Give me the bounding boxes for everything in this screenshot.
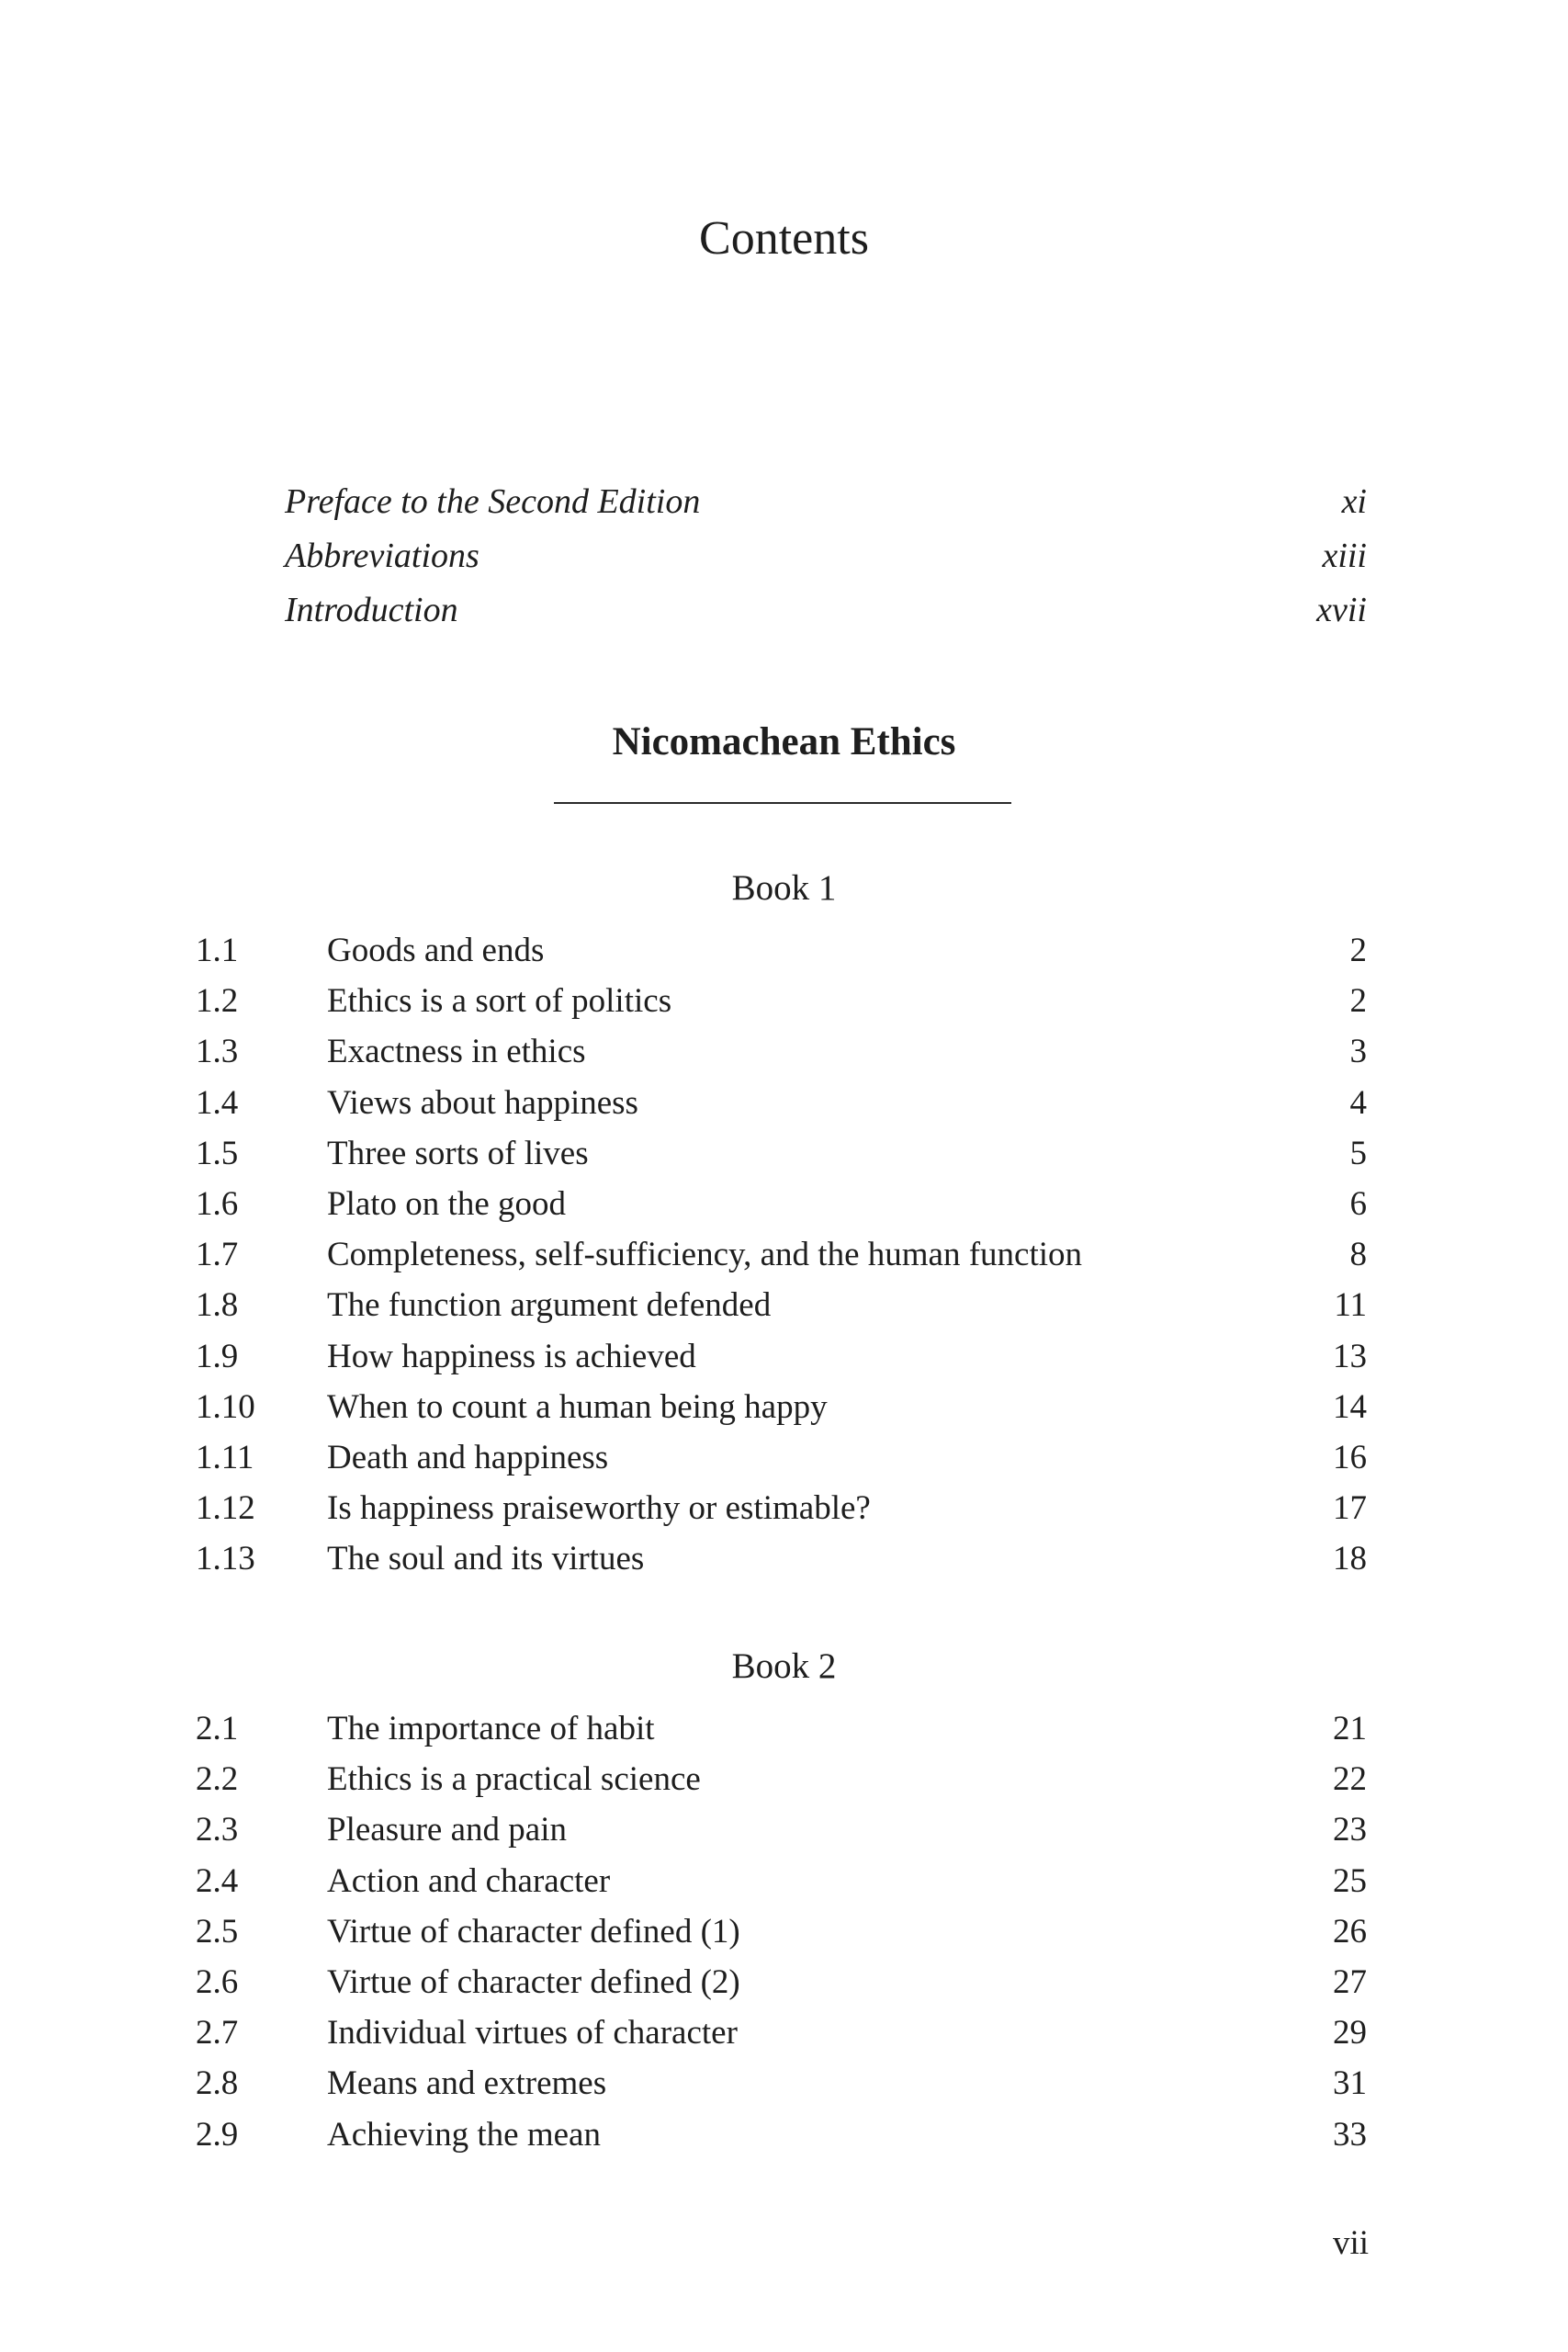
part-title-rule [554, 802, 1011, 804]
toc-list [0, 925, 1568, 1584]
toc-entry[interactable] [0, 925, 1568, 976]
section-number: 1.13 [196, 1540, 255, 1578]
section-title: Plato on the good [327, 1184, 567, 1223]
toc-entry[interactable] [0, 1179, 1568, 1229]
page-number: 26 [1333, 1912, 1367, 1951]
toc-entry[interactable] [0, 1483, 1568, 1533]
book-title: Book 2 [731, 1646, 837, 1686]
front-matter-item[interactable] [285, 583, 1367, 638]
page-number: 6 [1349, 1184, 1367, 1223]
toc-entry[interactable] [0, 1280, 1568, 1330]
front-matter-list [285, 475, 1367, 638]
page-number: 22 [1333, 1760, 1367, 1799]
page-number: 27 [1333, 1962, 1367, 2001]
page-number: 13 [1333, 1337, 1367, 1375]
toc-entry[interactable] [0, 1957, 1568, 2007]
page-number: 3 [1349, 1033, 1367, 1071]
front-matter-page: xi [1341, 482, 1367, 521]
section-number: 1.6 [196, 1184, 239, 1223]
section-title: Pleasure and pain [327, 1811, 567, 1849]
section-title: Ethics is a sort of politics [327, 982, 672, 1021]
section-title: The soul and its virtues [327, 1540, 645, 1578]
section-number: 2.9 [196, 2115, 239, 2154]
page-number: 18 [1333, 1540, 1367, 1578]
book-title: Book 1 [731, 868, 837, 908]
section-title: Three sorts of lives [327, 1134, 589, 1172]
section-title: Goods and ends [327, 932, 545, 969]
front-matter-label: Introduction [285, 591, 458, 629]
page-number: 8 [1349, 1236, 1367, 1274]
toc-entry[interactable] [0, 2109, 1568, 2160]
section-title: The importance of habit [327, 1710, 655, 1747]
section-number: 1.9 [196, 1337, 239, 1375]
toc-entry[interactable] [0, 1128, 1568, 1179]
toc-entry[interactable] [0, 1856, 1568, 1906]
section-number: 1.5 [196, 1134, 239, 1172]
toc-list [0, 1703, 1568, 2160]
section-number: 2.2 [196, 1760, 239, 1799]
front-matter-page: xiii [1322, 537, 1367, 575]
front-matter-label: Preface to the Second Edition [285, 482, 701, 521]
section-number: 1.10 [196, 1387, 255, 1426]
section-number: 2.5 [196, 1912, 239, 1951]
toc-entry[interactable] [0, 1703, 1568, 1754]
page-number: 4 [1349, 1083, 1367, 1122]
page-number: 2 [1349, 982, 1367, 1021]
section-title: Ethics is a practical science [327, 1760, 701, 1799]
section-title: Completeness, self-sufficiency, and the human function [327, 1236, 1083, 1274]
section-title: Virtue of character defined (1) [327, 1912, 740, 1951]
page-number: 29 [1333, 2014, 1367, 2052]
page-number: 2 [1349, 932, 1367, 969]
section-number: 1.11 [196, 1438, 254, 1476]
front-matter-item[interactable] [285, 475, 1367, 529]
section-number: 2.4 [196, 1861, 239, 1900]
front-matter-item[interactable] [285, 529, 1367, 583]
page-number: 31 [1333, 2064, 1367, 2103]
section-title: Means and extremes [327, 2064, 607, 2103]
toc-entry[interactable] [0, 1026, 1568, 1077]
page-number: 23 [1333, 1811, 1367, 1849]
page-title: Contents [699, 212, 869, 265]
toc-entry[interactable] [0, 1078, 1568, 1128]
section-number: 1.3 [196, 1033, 239, 1071]
front-matter-label: Abbreviations [285, 537, 479, 575]
section-number: 1.4 [196, 1083, 239, 1122]
page-number: 16 [1333, 1438, 1367, 1476]
section-number: 1.1 [196, 932, 239, 969]
section-title: Views about happiness [327, 1083, 638, 1122]
front-matter-page: xvii [1316, 591, 1367, 629]
section-number: 2.8 [196, 2064, 239, 2103]
toc-entry[interactable] [0, 1229, 1568, 1280]
section-title: Action and character [327, 1861, 611, 1900]
section-number: 2.1 [196, 1710, 239, 1747]
section-title: Death and happiness [327, 1438, 609, 1476]
toc-entry[interactable] [0, 1432, 1568, 1483]
section-title: When to count a human being happy [327, 1387, 828, 1426]
book-section [0, 863, 1568, 1584]
section-number: 2.7 [196, 2014, 239, 2052]
section-title: Achieving the mean [327, 2115, 601, 2154]
page-folio: vii [1332, 2224, 1369, 2262]
section-title: Individual virtues of character [327, 2014, 738, 2052]
section-number: 2.6 [196, 1962, 239, 2001]
section-title: Virtue of character defined (2) [327, 1962, 740, 2001]
toc-entry[interactable] [0, 1382, 1568, 1432]
page-number: 11 [1334, 1286, 1367, 1325]
toc-entry[interactable] [0, 1331, 1568, 1382]
toc-entry[interactable] [0, 1754, 1568, 1804]
section-title: Exactness in ethics [327, 1033, 586, 1071]
page-number: 21 [1333, 1710, 1367, 1747]
section-number: 1.2 [196, 982, 239, 1021]
page-number: 14 [1333, 1387, 1367, 1426]
part-title: Nicomachean Ethics [612, 720, 956, 763]
book-section [0, 1641, 1568, 2160]
section-number: 1.12 [196, 1489, 255, 1528]
toc-entry[interactable] [0, 2007, 1568, 2058]
section-title: The function argument defended [327, 1286, 772, 1325]
page-number: 25 [1333, 1861, 1367, 1900]
page-number: 5 [1349, 1134, 1367, 1172]
toc-entry[interactable] [0, 1906, 1568, 1957]
section-title: How happiness is achieved [327, 1337, 696, 1375]
toc-entry[interactable] [0, 1533, 1568, 1584]
section-number: 2.3 [196, 1811, 239, 1849]
toc-entry[interactable] [0, 2058, 1568, 2109]
toc-entry[interactable] [0, 1804, 1568, 1855]
section-title: Is happiness praiseworthy or estimable? [327, 1489, 871, 1528]
toc-entry[interactable] [0, 976, 1568, 1026]
page-number: 17 [1333, 1489, 1367, 1528]
page-number: 33 [1333, 2115, 1367, 2154]
section-number: 1.8 [196, 1286, 239, 1325]
section-number: 1.7 [196, 1236, 239, 1274]
